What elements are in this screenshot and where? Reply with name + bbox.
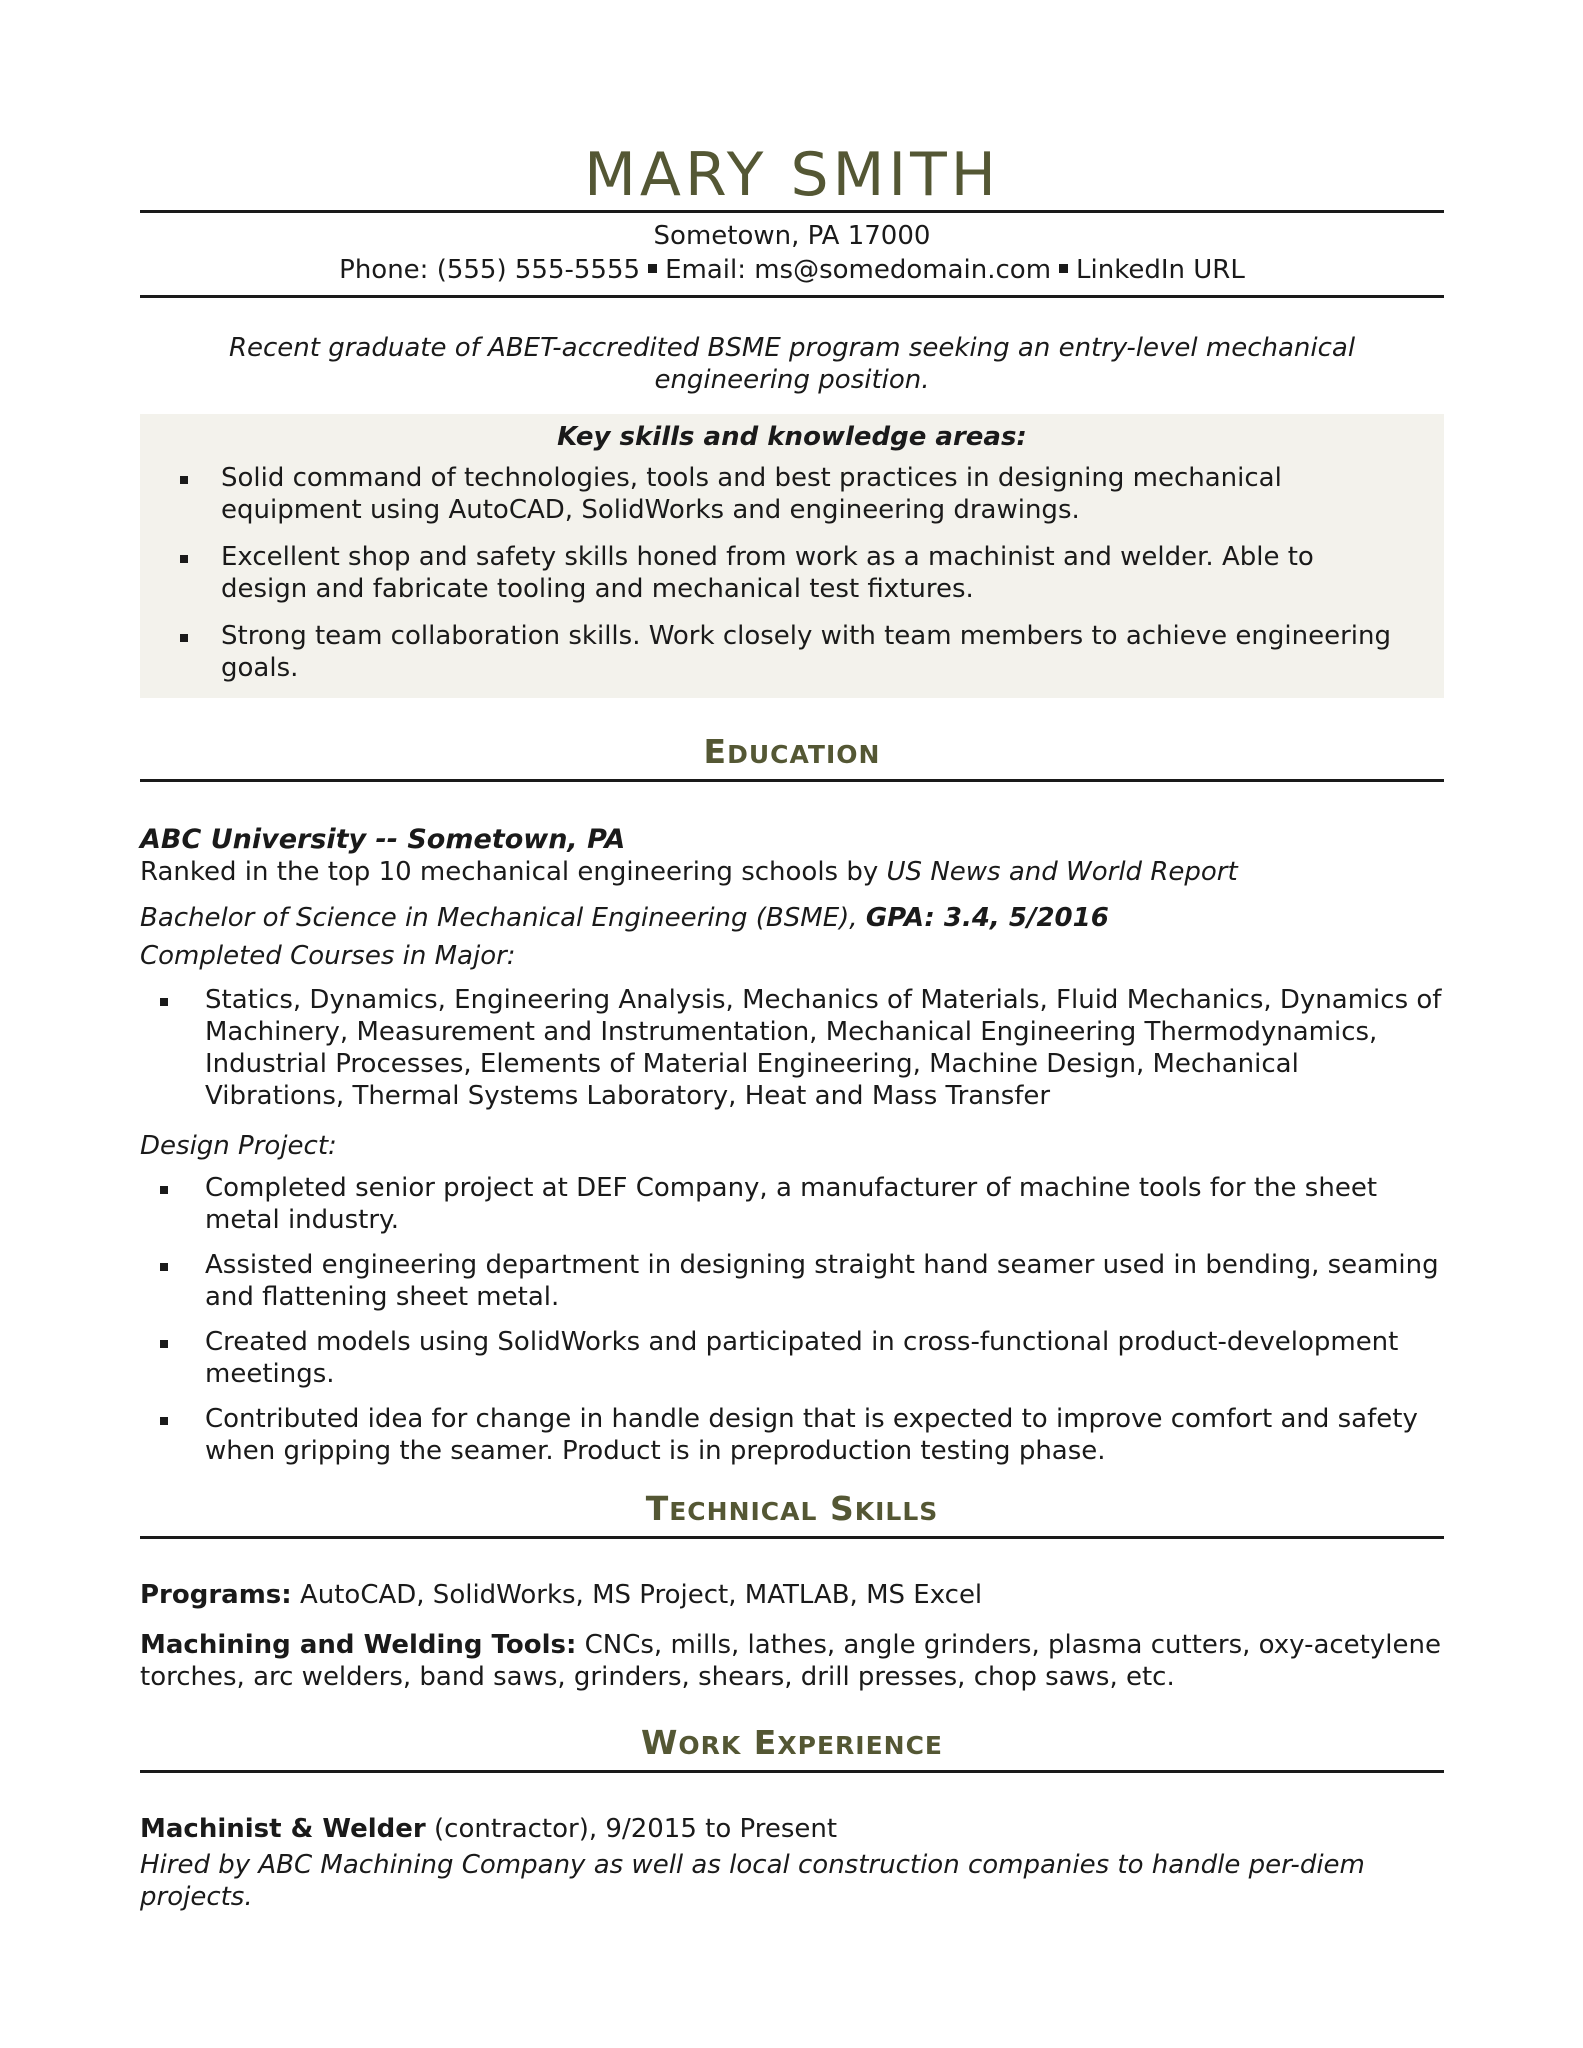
list-item-text: Completed senior project at DEF Company, a manufacturer of machine tools for the sheet metal industry. xyxy=(205,1173,1378,1235)
list-item xyxy=(160,1403,1444,1467)
design-project-label: Design Project: xyxy=(140,1131,337,1161)
list-item-text: Solid command of technologies, tools and best practices in designing mechanical equipment using AutoCAD, SolidWorks and engineering drawings. xyxy=(221,463,1282,525)
education-heading: EDUCATION xyxy=(703,732,881,771)
list-item-text: Assisted engineering department in designing straight hand seamer used in bending, seaming and flattening sheet metal. xyxy=(205,1250,1439,1312)
job-title-line: Machinist & Welder (contractor), 9/2015 to Present xyxy=(140,1814,838,1844)
list-item-text: Excellent shop and safety skills honed from work as a machinist and welder. Able to design and fabricate tooling and mechanical test fixtures. xyxy=(221,542,1314,604)
square-bullet-icon xyxy=(180,555,188,563)
header-bottom-rule xyxy=(140,295,1444,298)
list-item xyxy=(160,1326,1444,1390)
separator-square-icon xyxy=(1059,264,1068,273)
school-name: ABC University -- Sometown, PA xyxy=(140,824,626,855)
square-bullet-icon xyxy=(180,634,188,642)
square-bullet-icon xyxy=(180,476,188,484)
list-item xyxy=(160,1172,1444,1236)
list-item-text: Created models using SolidWorks and participated in cross-functional product-development meetings. xyxy=(205,1327,1399,1389)
email: Email: ms@somedomain.com xyxy=(665,255,1052,285)
technical-skills-rule xyxy=(140,1536,1444,1539)
project-list-wrap xyxy=(140,1172,1444,1467)
list-item xyxy=(160,1249,1444,1313)
contact-block xyxy=(140,213,1444,295)
square-bullet-icon xyxy=(160,998,168,1006)
list-item-text: Contributed idea for change in handle design that is expected to improve comfort and safety when gripping the seamer. Product is in preproduction testing phase. xyxy=(205,1404,1418,1466)
resume-page xyxy=(140,0,1444,1913)
square-bullet-icon xyxy=(160,1417,168,1425)
separator-square-icon xyxy=(648,264,657,273)
square-bullet-icon xyxy=(160,1340,168,1348)
list-item xyxy=(180,620,1404,684)
degree-line: Bachelor of Science in Mechanical Engineering (BSME), GPA: 3.4, 5/2016 xyxy=(140,903,1109,933)
courses-list-wrap xyxy=(140,984,1444,1112)
courses-label: Completed Courses in Major: xyxy=(140,941,516,971)
objective-statement: Recent graduate of ABET-accredited BSME program seeking an entry-level mechanical engineering position. xyxy=(228,333,1356,395)
linkedin-link[interactable]: LinkedIn URL xyxy=(1076,255,1245,285)
square-bullet-icon xyxy=(160,1263,168,1271)
job-description: Hired by ABC Machining Company as well as local construction companies to handle per-diem projects. xyxy=(140,1850,1365,1912)
address: Sometown, PA 17000 xyxy=(653,221,931,251)
list-item xyxy=(180,462,1404,526)
contact-line xyxy=(140,253,1444,287)
tools-line: Machining and Welding Tools: CNCs, mills, lathes, angle grinders, plasma cutters, oxy-acetylene torches, arc welders, band saws, grinders, shears, drill presses, chop saws, etc. xyxy=(140,1630,1441,1692)
square-bullet-icon xyxy=(160,1186,168,1194)
list-item-text: Strong team collaboration skills. Work closely with team members to achieve engineering goals. xyxy=(221,621,1391,683)
list-item xyxy=(160,984,1444,1112)
key-skills-list xyxy=(180,462,1404,684)
list-item xyxy=(180,541,1404,605)
technical-skills-heading: TECHNICAL SKILLS xyxy=(645,1489,939,1528)
project-list xyxy=(160,1172,1444,1467)
list-item-text: Statics, Dynamics, Engineering Analysis, Mechanics of Materials, Fluid Mechanics, Dynamics of Machinery, Measurement and Instrumentation, Mechanical Engineering Thermodynamics, Industrial Processes, Elements of Material Engineering, Machine Design, Mechanical Vibrations, Thermal Systems Laboratory, Heat and Mass Transfer xyxy=(205,985,1442,1111)
school-ranking: Ranked in the top 10 mechanical engineering schools by US News and World Report xyxy=(140,857,1238,887)
courses-list xyxy=(160,984,1444,1112)
work-experience-heading: WORK EXPERIENCE xyxy=(641,1723,943,1762)
candidate-name: MARY SMITH xyxy=(584,140,1000,210)
education-rule xyxy=(140,779,1444,782)
key-skills-title: Key skills and knowledge areas: xyxy=(557,422,1027,452)
key-skills-box xyxy=(140,414,1444,698)
work-experience-rule xyxy=(140,1770,1444,1773)
phone: Phone: (555) 555-5555 xyxy=(339,255,641,285)
programs-line: Programs: AutoCAD, SolidWorks, MS Project, MATLAB, MS Excel xyxy=(140,1580,983,1610)
